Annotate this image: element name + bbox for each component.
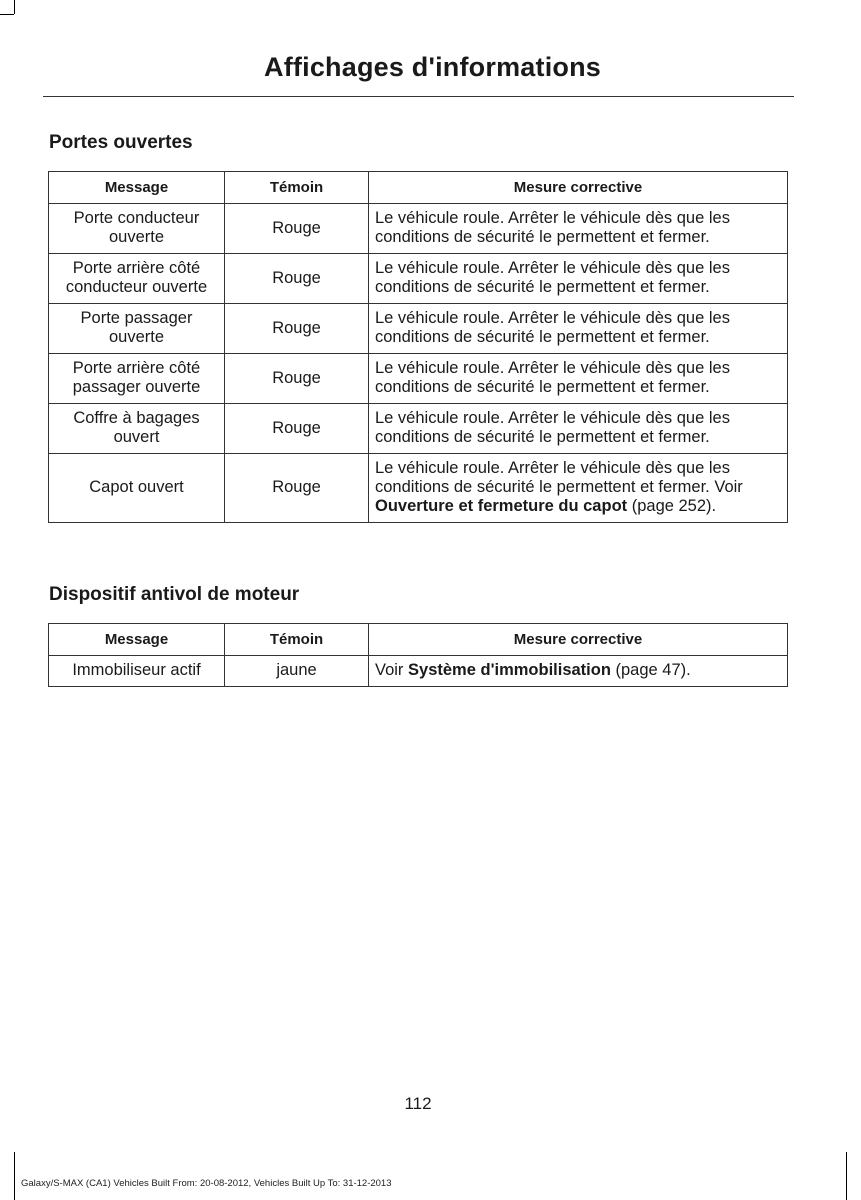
table-header-row (49, 172, 788, 204)
action-cell: Le véhicule roule. Arrêter le véhicule dès que les conditions de sécurité le permettent et fermer. (369, 304, 788, 354)
action-text: Le véhicule roule. Arrêter le véhicule dès que les conditions de sécurité le permettent et fermer. (375, 459, 730, 496)
reference-link-immobilisation[interactable]: Système d'immobilisation (408, 661, 611, 679)
table-row (49, 304, 788, 354)
column-header-message: Message (49, 172, 225, 204)
crop-mark (846, 1152, 847, 1200)
column-header-mesure: Mesure corrective (369, 624, 788, 656)
temoin-cell: Rouge (225, 204, 369, 254)
crop-mark (0, 14, 14, 15)
column-header-temoin: Témoin (225, 624, 369, 656)
action-cell: Le véhicule roule. Arrêter le véhicule dès que les conditions de sécurité le permettent et fermer. (369, 254, 788, 304)
table-row (49, 354, 788, 404)
column-header-temoin: Témoin (225, 172, 369, 204)
reference-link-capot[interactable]: Ouverture et fermeture du capot (375, 497, 628, 515)
column-header-message: Message (49, 624, 225, 656)
action-cell: Le véhicule roule. Arrêter le véhicule dès que les conditions de sécurité le permettent et fermer. (369, 204, 788, 254)
message-cell: Porte arrière côté conducteur ouverte (49, 254, 225, 304)
table-row (49, 656, 788, 687)
section-heading-portes-ouvertes: Portes ouvertes (49, 132, 193, 153)
page-title: Affichages d'informations (264, 52, 601, 82)
temoin-cell: Rouge (225, 304, 369, 354)
action-cell (369, 454, 788, 523)
action-cell (369, 656, 788, 687)
reference-prefix: Voir (714, 478, 743, 496)
page-number: 112 (404, 1094, 432, 1113)
temoin-cell: Rouge (225, 354, 369, 404)
temoin-cell: Rouge (225, 404, 369, 454)
action-cell: Le véhicule roule. Arrêter le véhicule dès que les conditions de sécurité le permettent et fermer. (369, 354, 788, 404)
crop-mark (14, 1152, 15, 1200)
message-cell: Immobiliseur actif (49, 656, 225, 687)
footer-text: Galaxy/S-MAX (CA1) Vehicles Built From: 20-08-2012, Vehicles Built Up To: 31-12-2013 (21, 1178, 392, 1189)
table-row (49, 254, 788, 304)
table-header-row (49, 624, 788, 656)
title-divider (43, 96, 794, 97)
temoin-cell: Rouge (225, 254, 369, 304)
message-cell: Capot ouvert (49, 454, 225, 523)
crop-mark (14, 0, 15, 14)
reference-prefix: Voir (375, 661, 409, 679)
temoin-cell: jaune (225, 656, 369, 687)
section-heading-antivol: Dispositif antivol de moteur (49, 584, 300, 605)
table-row (49, 454, 788, 523)
table-row (49, 404, 788, 454)
action-cell: Le véhicule roule. Arrêter le véhicule dès que les conditions de sécurité le permettent et fermer. (369, 404, 788, 454)
portes-ouvertes-table (48, 171, 788, 523)
antivol-table (48, 623, 788, 687)
message-cell: Porte arrière côté passager ouverte (49, 354, 225, 404)
table-row (49, 204, 788, 254)
message-cell: Coffre à bagages ouvert (49, 404, 225, 454)
reference-suffix: (page 252). (627, 497, 717, 515)
reference-suffix: (page 47). (610, 661, 691, 679)
column-header-mesure: Mesure corrective (369, 172, 788, 204)
temoin-cell: Rouge (225, 454, 369, 523)
message-cell: Porte conducteur ouverte (49, 204, 225, 254)
message-cell: Porte passager ouverte (49, 304, 225, 354)
